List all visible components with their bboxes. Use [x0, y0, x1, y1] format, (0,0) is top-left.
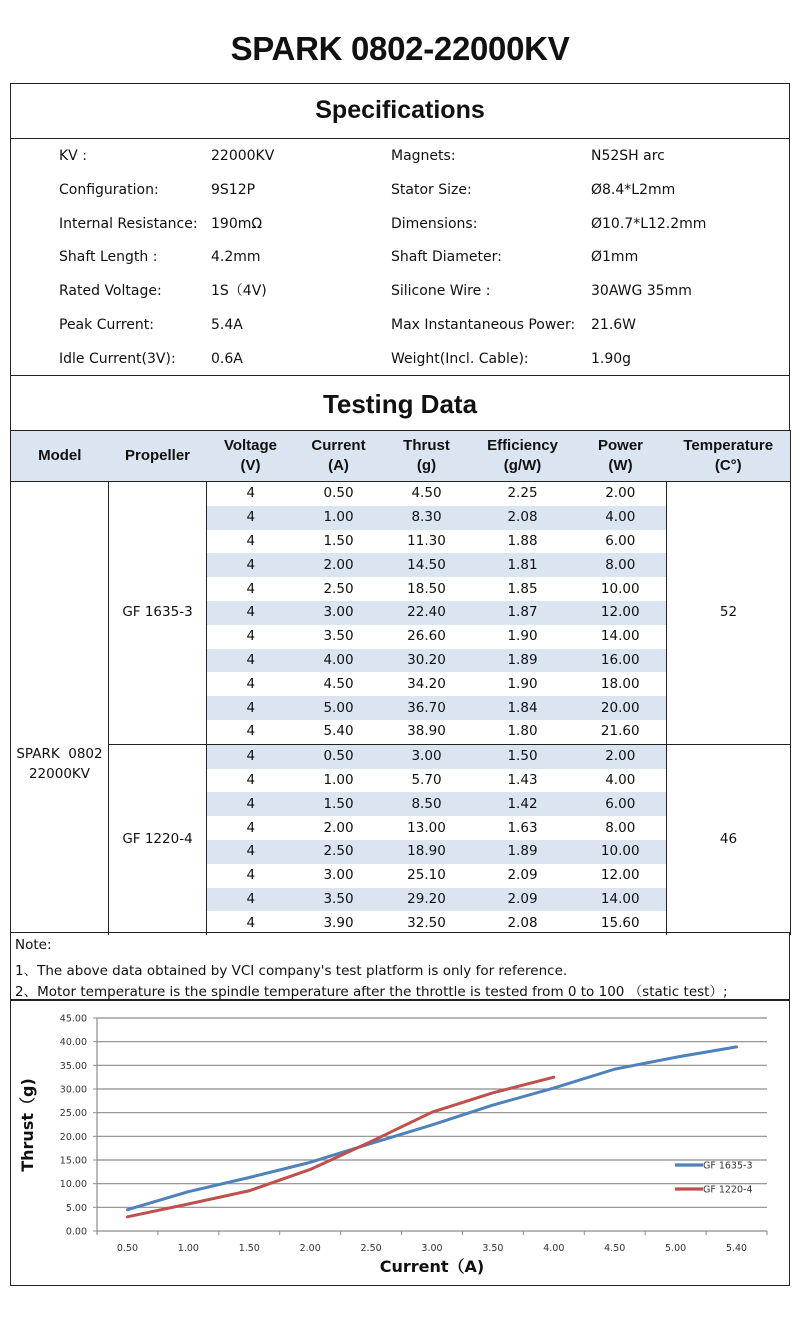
x-tick-label: 5.40 — [725, 1243, 748, 1254]
x-tick-label: 2.00 — [299, 1243, 321, 1254]
thrust-cell: 4.50 — [411, 485, 442, 502]
voltage-cell: 4 — [246, 723, 256, 740]
legend-label: GF 1635-3 — [703, 1160, 753, 1172]
y-tick-label: 5.00 — [65, 1202, 87, 1214]
voltage-cell: 4 — [246, 580, 256, 597]
column-header-unit: (W) — [608, 457, 633, 474]
testing-data-header — [10, 375, 790, 431]
efficiency-cell: 1.89 — [471, 840, 575, 864]
current-cell: 1.00 — [295, 506, 383, 530]
spec-row — [11, 274, 789, 308]
x-tick-label: 4.50 — [604, 1243, 626, 1254]
efficiency-cell: 2.25 — [507, 485, 538, 502]
voltage-cell: 4 — [246, 819, 256, 836]
notes-section — [10, 932, 790, 1000]
note-line: 1、The above data obtained by VCI company's test platform is only for reference. — [15, 963, 568, 979]
thrust-cell: 11.30 — [407, 532, 446, 549]
propeller-cell: GF 1220-4 — [109, 744, 207, 935]
efficiency-cell: 1.89 — [471, 649, 575, 673]
note-line: 2、Motor temperature is the spindle temperature after the throttle is tested from 0 to 100 （static test）; — [15, 984, 728, 1000]
spec-value: 22000KV — [211, 148, 275, 164]
spec-value: 1.90g — [591, 350, 632, 367]
y-tick-label: 20.00 — [59, 1131, 87, 1143]
current-cell: 0.50 — [323, 485, 354, 502]
specifications-heading: Specifications — [315, 96, 485, 124]
column-header-label: Efficiency — [487, 437, 558, 454]
x-tick-label: 0.50 — [116, 1243, 139, 1254]
x-axis-title: Current（A) — [379, 1257, 485, 1276]
column-header — [11, 431, 109, 482]
thrust-cell: 32.50 — [407, 914, 446, 931]
current-cell: 5.40 — [323, 723, 354, 740]
spec-label: Max Instantaneous Power: — [391, 317, 576, 333]
current-cell: 3.50 — [295, 888, 383, 912]
thrust-cell: 30.20 — [383, 649, 471, 673]
thrust-current-chart — [10, 1000, 790, 1286]
chart-canvas — [11, 1001, 788, 1284]
voltage-cell: 4 — [246, 771, 256, 788]
thrust-cell: 29.20 — [383, 888, 471, 912]
power-cell: 10.00 — [575, 840, 667, 864]
spec-label: Stator Size: — [391, 181, 472, 198]
column-header-unit: (C°) — [714, 457, 742, 474]
current-cell: 3.50 — [323, 628, 354, 645]
column-header-unit: (A) — [328, 457, 349, 474]
column-header-label: Temperature — [683, 437, 774, 454]
spec-label: Idle Current(3V): — [59, 350, 176, 367]
current-cell: 4.00 — [295, 649, 383, 673]
power-cell: 18.00 — [600, 675, 640, 692]
current-cell: 2.50 — [295, 840, 383, 864]
current-cell: 1.00 — [323, 771, 354, 788]
column-header-label: Power — [597, 437, 643, 454]
thrust-cell: 5.70 — [411, 771, 442, 788]
thrust-cell: 38.90 — [407, 723, 446, 740]
spec-row — [11, 207, 789, 241]
power-cell: 8.00 — [605, 819, 636, 836]
current-cell: 3.00 — [295, 601, 383, 625]
voltage-cell: 4 — [207, 888, 295, 912]
power-cell: 4.00 — [605, 771, 636, 788]
voltage-cell: 4 — [246, 532, 256, 549]
thrust-cell: 18.50 — [407, 580, 446, 597]
thrust-cell: 14.50 — [383, 553, 471, 577]
spec-value: 5.4A — [211, 317, 243, 333]
power-cell: 6.00 — [605, 532, 636, 549]
power-cell: 14.00 — [600, 628, 640, 645]
y-tick-label: 25.00 — [59, 1108, 87, 1120]
voltage-cell: 4 — [246, 914, 256, 931]
spec-value: 9S12P — [211, 181, 256, 198]
voltage-cell: 4 — [207, 696, 295, 720]
efficiency-cell: 1.42 — [471, 792, 575, 816]
efficiency-cell: 1.88 — [507, 532, 538, 549]
column-header — [109, 431, 207, 482]
y-tick-label: 10.00 — [59, 1179, 87, 1191]
temperature-cell: 46 — [667, 744, 791, 935]
power-cell: 2.00 — [575, 744, 667, 768]
note-heading: Note: — [15, 937, 52, 953]
x-tick-label: 1.50 — [238, 1243, 260, 1254]
column-header-label: Current — [311, 437, 366, 454]
spec-row — [11, 173, 789, 207]
power-cell: 15.60 — [600, 914, 640, 931]
column-header-unit: (V) — [240, 457, 261, 474]
model-kv: 22000KV — [28, 765, 91, 782]
column-header-label: Voltage — [223, 437, 278, 454]
spec-label: Silicone Wire : — [391, 283, 491, 300]
spec-value: Ø1mm — [591, 249, 639, 266]
x-tick-label: 4.00 — [543, 1243, 565, 1254]
power-cell: 21.60 — [600, 723, 640, 740]
thrust-cell: 22.40 — [383, 601, 471, 625]
efficiency-cell: 2.09 — [471, 888, 575, 912]
x-tick-label: 3.50 — [482, 1243, 504, 1254]
legend-label: GF 1220-4 — [703, 1184, 753, 1196]
spec-row — [11, 308, 789, 342]
efficiency-cell: 1.90 — [507, 675, 538, 692]
current-cell: 1.50 — [295, 792, 383, 816]
column-header — [295, 431, 383, 482]
column-header — [383, 431, 471, 482]
temperature-cell: 52 — [667, 482, 791, 745]
voltage-cell: 4 — [207, 744, 295, 768]
column-header-label: Model — [38, 447, 82, 464]
model-cell — [11, 482, 109, 936]
spec-label: Weight(Incl. Cable): — [391, 350, 529, 367]
spec-label: KV : — [59, 148, 87, 164]
y-tick-label: 40.00 — [59, 1037, 87, 1049]
spec-value: 1S（4V) — [211, 283, 267, 300]
thrust-cell: 8.50 — [383, 792, 471, 816]
current-cell: 5.00 — [295, 696, 383, 720]
x-tick-label: 3.00 — [421, 1243, 443, 1254]
efficiency-cell: 2.08 — [507, 914, 538, 931]
column-header — [667, 431, 791, 482]
thrust-cell: 3.00 — [383, 744, 471, 768]
y-tick-label: 35.00 — [59, 1060, 87, 1072]
spec-value: 190mΩ — [211, 215, 263, 232]
spec-label: Shaft Length : — [59, 249, 158, 266]
spec-row — [11, 342, 789, 376]
power-cell: 6.00 — [575, 792, 667, 816]
spec-value: 0.6A — [211, 350, 243, 367]
current-cell: 3.00 — [323, 867, 354, 884]
current-cell: 2.00 — [323, 819, 354, 836]
testing-data-table — [10, 430, 791, 935]
page-title: SPARK 0802-22000KV — [230, 30, 570, 67]
current-cell: 2.50 — [323, 580, 354, 597]
spec-label: Peak Current: — [59, 317, 154, 333]
spec-row — [11, 240, 789, 274]
current-cell: 1.50 — [323, 532, 354, 549]
efficiency-cell: 1.90 — [507, 628, 538, 645]
spec-row — [11, 139, 789, 173]
thrust-cell: 13.00 — [407, 819, 446, 836]
y-tick-label: 45.00 — [59, 1013, 87, 1025]
spec-value: 21.6W — [591, 317, 637, 333]
specifications-header — [10, 83, 790, 139]
thrust-cell: 18.90 — [383, 840, 471, 864]
column-header-label: Propeller — [124, 447, 191, 464]
thrust-cell: 26.60 — [407, 628, 446, 645]
power-cell: 4.00 — [575, 506, 667, 530]
x-tick-label: 2.50 — [360, 1243, 382, 1254]
thrust-cell: 34.20 — [407, 675, 446, 692]
efficiency-cell: 2.09 — [507, 867, 538, 884]
current-cell: 4.50 — [323, 675, 354, 692]
current-cell: 0.50 — [295, 744, 383, 768]
column-header — [575, 431, 667, 482]
x-tick-label: 1.00 — [177, 1243, 199, 1254]
column-header-unit: (g/W) — [503, 457, 542, 474]
power-cell: 16.00 — [575, 649, 667, 673]
spec-label: Configuration: — [59, 181, 159, 198]
y-tick-label: 30.00 — [59, 1084, 87, 1096]
efficiency-cell: 1.43 — [507, 771, 538, 788]
voltage-cell: 4 — [207, 553, 295, 577]
efficiency-cell: 1.87 — [471, 601, 575, 625]
power-cell: 2.00 — [605, 485, 636, 502]
power-cell: 14.00 — [575, 888, 667, 912]
efficiency-cell: 2.08 — [471, 506, 575, 530]
y-tick-label: 15.00 — [59, 1155, 87, 1167]
spec-value: Ø8.4*L2mm — [591, 181, 676, 198]
series-line-gf-1220-4 — [127, 1077, 553, 1217]
column-header — [471, 431, 575, 482]
spec-label: Rated Voltage: — [59, 283, 162, 300]
voltage-cell: 4 — [246, 485, 256, 502]
efficiency-cell: 1.85 — [507, 580, 538, 597]
column-header — [207, 431, 295, 482]
spec-value: Ø10.7*L12.2mm — [591, 215, 707, 232]
table-row — [11, 482, 791, 506]
power-cell: 12.00 — [575, 601, 667, 625]
model-name: SPARK 0802 — [16, 745, 103, 762]
spec-value: 4.2mm — [211, 249, 261, 266]
column-header-label: Thrust — [403, 437, 450, 454]
current-cell: 2.00 — [295, 553, 383, 577]
voltage-cell: 4 — [207, 792, 295, 816]
spec-label: Internal Resistance: — [59, 215, 198, 232]
series-line-gf-1635-3 — [127, 1047, 736, 1210]
thrust-cell: 8.30 — [383, 506, 471, 530]
table-row — [11, 744, 791, 768]
voltage-cell: 4 — [246, 675, 256, 692]
efficiency-cell: 1.84 — [471, 696, 575, 720]
spec-label: Magnets: — [391, 148, 456, 164]
table-header-row — [11, 431, 791, 482]
voltage-cell: 4 — [207, 601, 295, 625]
voltage-cell: 4 — [207, 649, 295, 673]
voltage-cell: 4 — [246, 628, 256, 645]
spec-value: N52SH arc — [591, 148, 665, 164]
voltage-cell: 4 — [207, 840, 295, 864]
efficiency-cell: 1.80 — [507, 723, 538, 740]
thrust-cell: 25.10 — [407, 867, 446, 884]
current-cell: 3.90 — [323, 914, 354, 931]
column-header-unit: (g) — [416, 457, 437, 474]
testing-data-heading: Testing Data — [322, 389, 478, 419]
y-tick-label: 0.00 — [65, 1226, 87, 1238]
spec-label: Dimensions: — [391, 215, 478, 232]
power-cell: 20.00 — [575, 696, 667, 720]
y-axis-title: Thrust（g) — [18, 1078, 37, 1172]
efficiency-cell: 1.81 — [471, 553, 575, 577]
thrust-cell: 36.70 — [383, 696, 471, 720]
propeller-cell: GF 1635-3 — [109, 482, 207, 745]
voltage-cell: 4 — [207, 506, 295, 530]
efficiency-cell: 1.63 — [507, 819, 538, 836]
power-cell: 10.00 — [600, 580, 640, 597]
specifications-table — [10, 139, 790, 375]
spec-label: Shaft Diameter: — [391, 249, 502, 266]
x-tick-label: 5.00 — [665, 1243, 687, 1254]
power-cell: 12.00 — [600, 867, 640, 884]
power-cell: 8.00 — [575, 553, 667, 577]
voltage-cell: 4 — [246, 867, 256, 884]
efficiency-cell: 1.50 — [471, 744, 575, 768]
spec-value: 30AWG 35mm — [591, 283, 692, 300]
